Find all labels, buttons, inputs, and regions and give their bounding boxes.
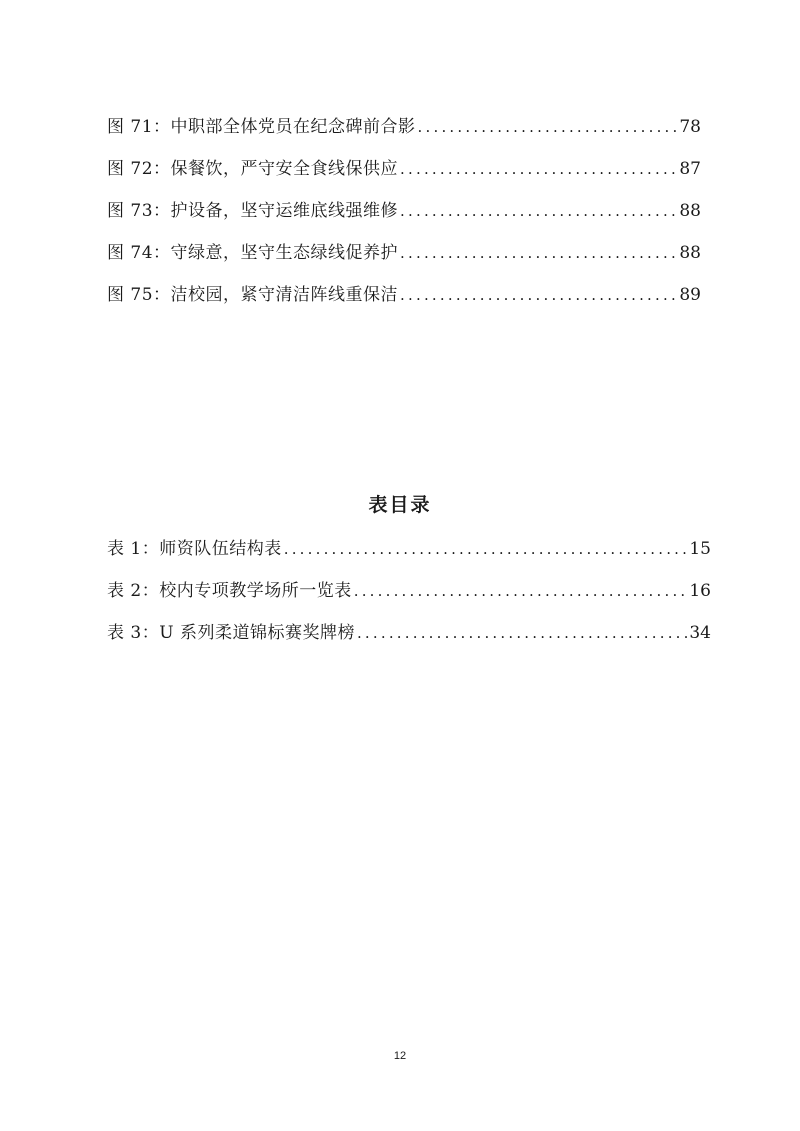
table-toc-title: 表目录	[368, 494, 432, 516]
dot-leader	[284, 535, 688, 563]
toc-entry-page: 78	[679, 117, 701, 137]
toc-entry-label: 图 71：中职部全体党员在纪念碑前合影	[107, 117, 416, 137]
dot-leader	[357, 619, 687, 647]
toc-entry-table-3[interactable]	[107, 619, 711, 661]
toc-entry-figure-74[interactable]	[107, 239, 701, 281]
toc-entry-table-2[interactable]	[107, 577, 711, 619]
dot-leader	[400, 239, 677, 267]
toc-entry-label: 表 3：U 系列柔道锦标赛奖牌榜	[107, 623, 355, 643]
toc-entry-table-1[interactable]	[107, 535, 711, 577]
dot-leader	[418, 113, 678, 141]
toc-entry-figure-72[interactable]	[107, 155, 701, 197]
toc-entry-page: 15	[689, 539, 711, 559]
toc-entry-label: 图 75：洁校园，紧守清洁阵线重保洁	[107, 285, 399, 305]
dot-leader	[400, 281, 677, 309]
table-toc-list	[0, 535, 800, 661]
page-number: 12	[393, 1050, 407, 1062]
toc-entry-figure-75[interactable]	[107, 281, 701, 323]
toc-entry-label: 表 1：师资队伍结构表	[107, 539, 282, 559]
toc-entry-page: 89	[679, 285, 701, 305]
toc-entry-figure-71[interactable]	[107, 113, 701, 155]
dot-leader	[354, 577, 688, 605]
figure-toc-list	[0, 113, 800, 323]
toc-entry-label: 表 2：校内专项教学场所一览表	[107, 581, 352, 601]
toc-entry-page: 34	[689, 623, 711, 643]
dot-leader	[400, 197, 677, 225]
toc-entry-page: 88	[679, 243, 701, 263]
toc-entry-page: 88	[679, 201, 701, 221]
toc-entry-label: 图 72：保餐饮，严守安全食线保供应	[107, 159, 399, 179]
toc-entry-label: 图 74：守绿意，坚守生态绿线促养护	[107, 243, 399, 263]
toc-entry-page: 16	[689, 581, 711, 601]
dot-leader	[400, 155, 677, 183]
toc-entry-label: 图 73：护设备，坚守运维底线强维修	[107, 201, 399, 221]
toc-entry-page: 87	[679, 159, 701, 179]
toc-entry-figure-73[interactable]	[107, 197, 701, 239]
